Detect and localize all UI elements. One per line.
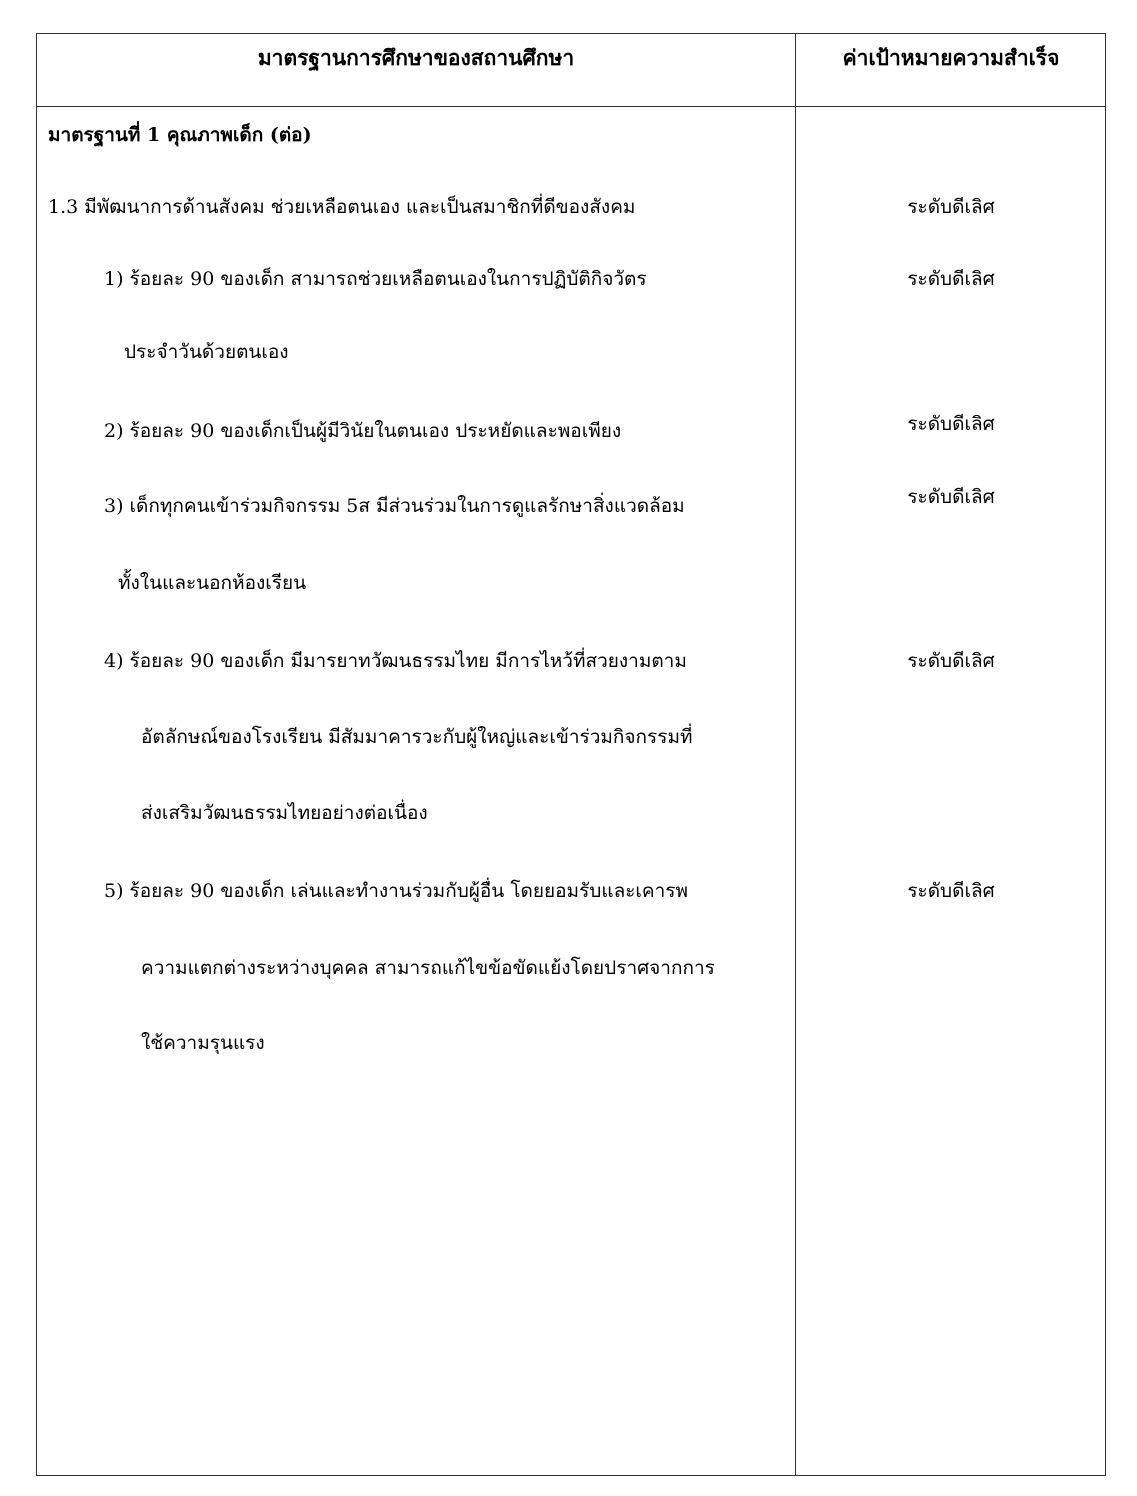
item-1-line-1: 1) ร้อยละ 90 ของเด็ก สามารถช่วยเหลือตนเองในการปฏิบัติกิจวัตร <box>104 268 647 290</box>
column-divider <box>795 33 796 1476</box>
item-4-target: ระดับดีเลิศ <box>907 650 995 672</box>
item-3-line-1: 3) เด็กทุกคนเข้าร่วมกิจกรรม 5ส มีส่วนร่วมในการดูแลรักษาสิ่งแวดล้อม <box>104 495 685 517</box>
item-4-line-3: ส่งเสริมวัฒนธรรมไทยอย่างต่อเนื่อง <box>141 802 428 824</box>
item-5-line-1: 5) ร้อยละ 90 ของเด็ก เล่นและทำงานร่วมกับผู้อื่น โดยยอมรับและเคารพ <box>104 880 689 902</box>
indicator-text: 1.3 มีพัฒนาการด้านสังคม ช่วยเหลือตนเอง และเป็นสมาชิกที่ดีของสังคม <box>48 196 636 218</box>
header-divider <box>36 106 1106 107</box>
header-standard: มาตรฐานการศึกษาของสถานศึกษา <box>257 45 575 70</box>
item-2-target: ระดับดีเลิศ <box>907 413 995 435</box>
item-5-target: ระดับดีเลิศ <box>907 880 995 902</box>
section-title: มาตรฐานที่ 1 คุณภาพเด็ก (ต่อ) <box>48 124 312 146</box>
item-5-line-2: ความแตกต่างระหว่างบุคคล สามารถแก้ไขข้อขัดแย้งโดยปราศจากการ <box>141 957 715 979</box>
item-4-line-1: 4) ร้อยละ 90 ของเด็ก มีมารยาทวัฒนธรรมไทย มีการไหว้ที่สวยงามตาม <box>104 650 687 672</box>
header-target: ค่าเป้าหมายความสำเร็จ <box>842 45 1060 70</box>
item-4-line-2: อัตลักษณ์ของโรงเรียน มีสัมมาคารวะกับผู้ใหญ่และเข้าร่วมกิจกรรมที่ <box>141 726 693 748</box>
item-3-target: ระดับดีเลิศ <box>907 486 995 508</box>
item-2-line-1: 2) ร้อยละ 90 ของเด็กเป็นผู้มีวินัยในตนเอง ประหยัดและพอเพียง <box>104 420 622 442</box>
table-border <box>36 33 1106 1476</box>
item-1-line-2: ประจำวันด้วยตนเอง <box>124 341 289 363</box>
item-3-line-2: ทั้งในและนอกห้องเรียน <box>118 572 307 594</box>
item-1-target: ระดับดีเลิศ <box>907 268 995 290</box>
indicator-target: ระดับดีเลิศ <box>907 196 995 218</box>
item-5-line-3: ใช้ความรุนแรง <box>141 1032 265 1054</box>
